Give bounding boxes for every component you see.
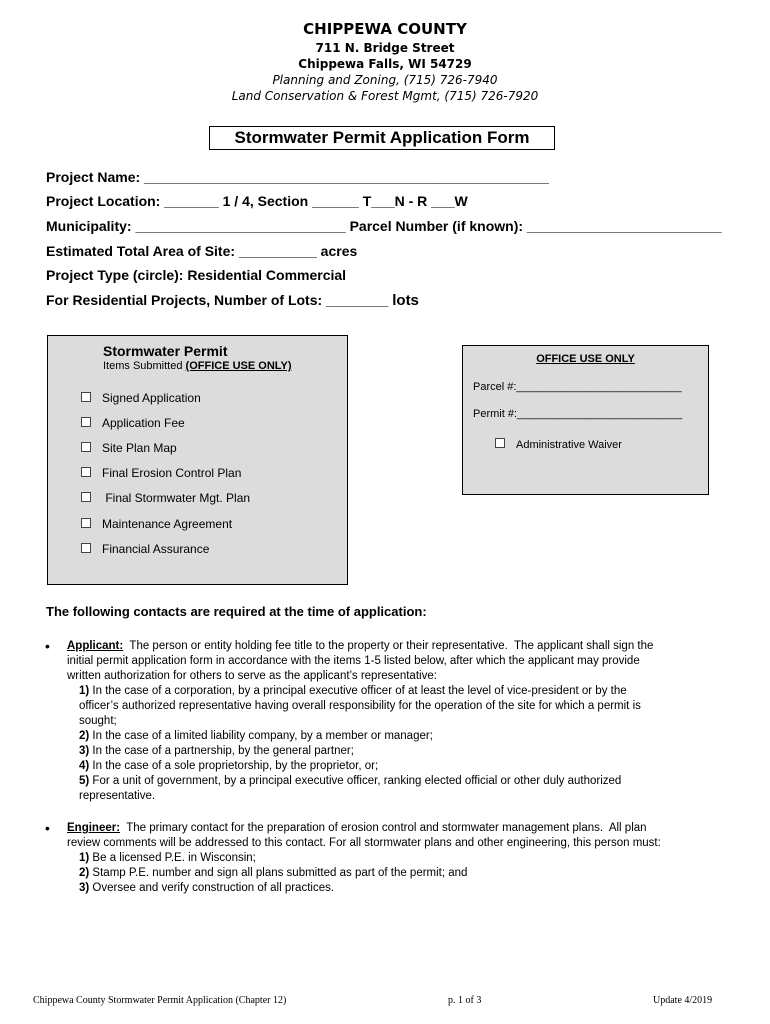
footer-document-title: Chippewa County Stormwater Permit Application (Chapter 12) bbox=[33, 995, 287, 1006]
number-of-lots-field[interactable] bbox=[46, 292, 419, 309]
checkbox[interactable] bbox=[81, 543, 91, 553]
checkbox[interactable] bbox=[81, 417, 91, 427]
engineer-description: Engineer: The primary contact for the preparation of erosion control and stormwater management plans. All plan review comments will be addressed to this contact. For all stormwater plans and other engineering, this person must: bbox=[67, 822, 661, 849]
project-type-field[interactable]: Project Type (circle): Residential Commercial bbox=[46, 267, 347, 283]
checklist-item[interactable]: Application Fee bbox=[81, 416, 185, 430]
footer-update-date: Update 4/2019 bbox=[653, 995, 713, 1006]
form-title: Stormwater Permit Application Form bbox=[209, 126, 555, 150]
bullet-icon: • bbox=[45, 638, 50, 654]
checklist-item[interactable]: Final Stormwater Mgt. Plan bbox=[81, 491, 250, 505]
stormwater-permit-box bbox=[47, 335, 348, 585]
footer-page-number: p. 1 of 3 bbox=[448, 995, 482, 1006]
street-address: 711 N. Bridge Street bbox=[315, 41, 455, 55]
site-area-field[interactable]: Estimated Total Area of Site: __________ acres bbox=[46, 243, 358, 259]
contacts-heading: The following contacts are required at the time of application: bbox=[46, 604, 427, 619]
parcel-number-field[interactable]: Parcel #:___________________________ bbox=[473, 381, 682, 393]
permit-box-title: Stormwater Permit bbox=[103, 343, 228, 359]
checkbox[interactable] bbox=[81, 492, 91, 502]
checkbox[interactable] bbox=[495, 438, 505, 448]
administrative-waiver-option[interactable]: Administrative Waiver bbox=[495, 438, 622, 451]
lots-unit: lots bbox=[392, 292, 419, 309]
land-conservation-phone: Land Conservation & Forest Mgmt, (715) 726-7920 bbox=[231, 89, 539, 103]
bullet-icon: • bbox=[45, 820, 50, 836]
permit-box-subtitle: Items Submitted (OFFICE USE ONLY) bbox=[103, 360, 292, 372]
engineer-requirements-list: 1) Be a licensed P.E. in Wisconsin; 2) Stamp P.E. number and sign all plans submitted as part of the permit; and 3) Oversee and verify construction of all practices. bbox=[79, 852, 468, 894]
checklist-item[interactable]: Final Erosion Control Plan bbox=[81, 466, 241, 480]
county-name: CHIPPEWA COUNTY bbox=[303, 20, 467, 38]
checkbox[interactable] bbox=[81, 442, 91, 452]
checklist-item[interactable]: Site Plan Map bbox=[81, 441, 177, 455]
municipality-field[interactable]: Municipality: ___________________________ Parcel Number (if known): _________________________ bbox=[46, 218, 722, 234]
city-address: Chippewa Falls, WI 54729 bbox=[298, 57, 472, 71]
checklist-item[interactable]: Financial Assurance bbox=[81, 542, 209, 556]
checkbox[interactable] bbox=[81, 467, 91, 477]
project-location-field[interactable]: Project Location: _______ 1 / 4, Section ______ T___N - R ___W bbox=[46, 193, 468, 209]
office-use-title: OFFICE USE ONLY bbox=[536, 353, 635, 365]
checklist-item[interactable]: Maintenance Agreement bbox=[81, 517, 232, 531]
applicant-description: Applicant: The person or entity holding fee title to the property or their representative. The applicant shall sign the initial permit application form in accordance with the items 1-5 listed below, after which the applicant may provide written authorization for others to serve as the applicant’s representative: bbox=[67, 640, 654, 682]
checklist-item[interactable]: Signed Application bbox=[81, 391, 201, 405]
permit-number-field[interactable]: Permit #:___________________________ bbox=[473, 408, 683, 420]
office-use-box bbox=[462, 345, 709, 495]
planning-phone: Planning and Zoning, (715) 726-7940 bbox=[272, 73, 498, 87]
lots-label: For Residential Projects, Number of Lots: ________ bbox=[46, 292, 389, 308]
applicant-signatory-list: 1) In the case of a corporation, by a principal executive officer of at least the level of vice-president or by the officer’s authorized representative having overall responsibility for the operation of the site for which a permit is sought; 2) In the case of a limited liability company, by a member or manager; 3) In the case of a partnership, by the general partner; 4) In the case of a sole proprietorship, by the proprietor, or; 5) For a unit of government, by a principal executive officer, ranking elected official or other duly authorized representative. bbox=[79, 685, 641, 802]
checkbox[interactable] bbox=[81, 392, 91, 402]
project-name-field[interactable]: Project Name: ____________________________________________________ bbox=[46, 169, 549, 185]
checkbox[interactable] bbox=[81, 518, 91, 528]
